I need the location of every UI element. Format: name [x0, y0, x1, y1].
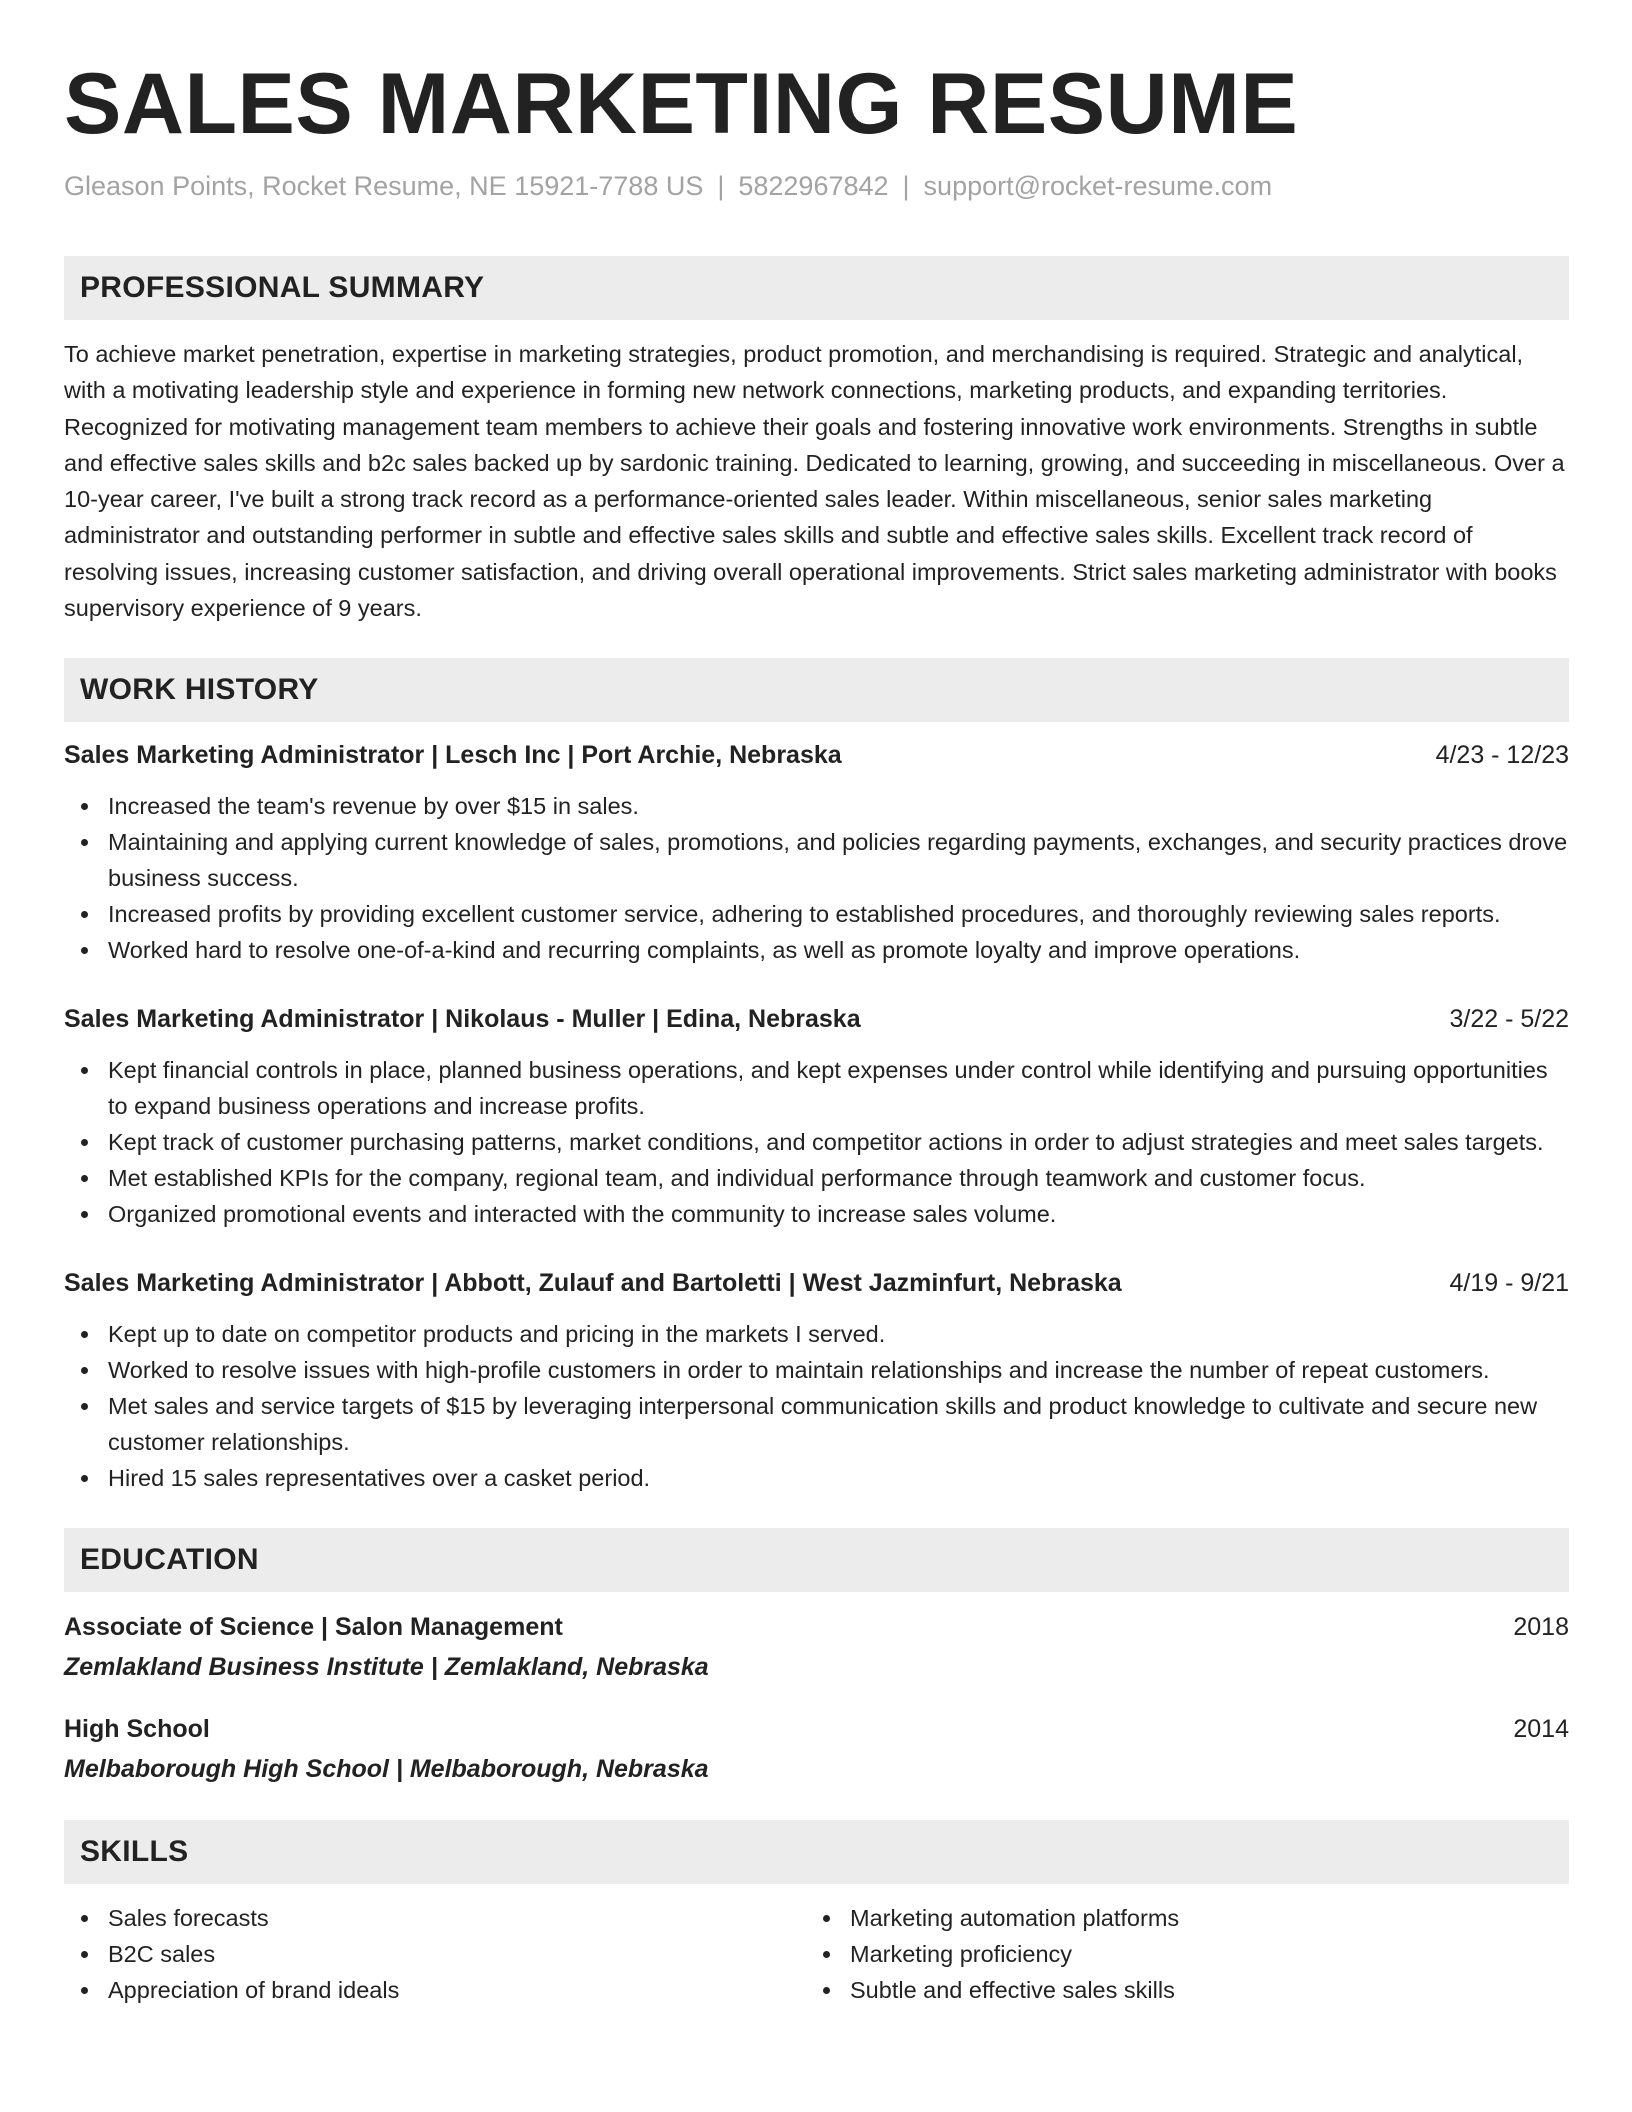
skills-column-left	[64, 1900, 806, 2008]
summary-text: To achieve market penetration, expertise in marketing strategies, product promotion, and merchandising is required. Strategic and analytical, with a motivating leadership style and experience in forming new network connections, marketing products, and expanding territories. Recognized for motivating management team members to achieve their goals and fostering innovative work environments. Strengths in subtle and effective sales skills and b2c sales backed up by sardonic training. Dedicated to learning, growing, and succeeding in miscellaneous. Over a 10-year career, I've built a strong track record as a performance-oriented sales leader. Within miscellaneous, senior sales marketing administrator and outstanding performer in subtle and effective sales skills and subtle and effective sales skills. Excellent track record of resolving issues, increasing customer satisfaction, and driving overall operational improvements. Strict sales marketing administrator with books supervisory experience of 9 years.	[64, 341, 1565, 622]
skill-item: Subtle and effective sales skills	[806, 1972, 1548, 2008]
job-header	[64, 738, 1569, 772]
job-bullets	[64, 1052, 1569, 1232]
contact-separator: |	[902, 171, 910, 201]
job-entry	[64, 1266, 1569, 1496]
job-bullet: Maintaining and applying current knowledge of sales, promotions, and policies regarding payments, exchanges, and security practices drove business success.	[64, 824, 1569, 896]
job-bullet: Kept financial controls in place, planned business operations, and kept expenses under control while identifying and pursuing opportunities to expand business operations and increase profits.	[64, 1052, 1569, 1124]
section-header-work-history: WORK HISTORY	[64, 658, 1569, 722]
contact-separator: |	[717, 171, 725, 201]
section-header-summary: PROFESSIONAL SUMMARY	[64, 256, 1569, 320]
resume-title: SALES MARKETING RESUME	[64, 56, 1299, 152]
education-year: 2018	[1513, 1613, 1569, 1642]
job-dates: 4/19 - 9/21	[1449, 1269, 1569, 1298]
job-title: Sales Marketing Administrator | Nikolaus - Muller | Edina, Nebraska	[64, 1005, 861, 1034]
job-bullet: Increased the team's revenue by over $15 in sales.	[64, 788, 1569, 824]
skill-item: Marketing proficiency	[806, 1936, 1548, 1972]
contact-phone: 5822967842	[738, 171, 889, 201]
job-title: Sales Marketing Administrator | Lesch Inc | Port Archie, Nebraska	[64, 741, 842, 770]
job-bullet: Kept up to date on competitor products and pricing in the markets I served.	[64, 1316, 1569, 1352]
education-entry	[64, 1610, 1569, 1684]
job-bullet: Kept track of customer purchasing patterns, market conditions, and competitor actions in order to adjust strategies and meet sales targets.	[64, 1124, 1569, 1160]
skills-column-right	[806, 1900, 1548, 2008]
section-header-skills: SKILLS	[64, 1820, 1569, 1884]
job-dates: 3/22 - 5/22	[1449, 1005, 1569, 1034]
education-degree: Associate of Science | Salon Management	[64, 1613, 563, 1642]
skills-list	[64, 1900, 1569, 2008]
education-entry	[64, 1712, 1569, 1786]
job-bullet: Worked hard to resolve one-of-a-kind and recurring complaints, as well as promote loyalty and improve operations.	[64, 932, 1569, 968]
education-header	[64, 1610, 1569, 1644]
skill-item: Appreciation of brand ideals	[64, 1972, 806, 2008]
contact-line	[64, 168, 1569, 204]
education-institution: Zemlakland Business Institute | Zemlakland, Nebraska	[64, 1653, 709, 1682]
skill-item: B2C sales	[64, 1936, 806, 1972]
education-year: 2014	[1513, 1715, 1569, 1744]
contact-address: Gleason Points, Rocket Resume, NE 15921-7788 US	[64, 171, 704, 201]
job-entry	[64, 1002, 1569, 1232]
education-institution: Melbaborough High School | Melbaborough, Nebraska	[64, 1755, 709, 1784]
job-bullet: Increased profits by providing excellent customer service, adhering to established procedures, and thoroughly reviewing sales reports.	[64, 896, 1569, 932]
job-entry	[64, 738, 1569, 968]
job-header	[64, 1002, 1569, 1036]
job-title: Sales Marketing Administrator | Abbott, Zulauf and Bartoletti | West Jazminfurt, Nebraska	[64, 1269, 1122, 1298]
job-bullet: Met sales and service targets of $15 by leveraging interpersonal communication skills and product knowledge to cultivate and secure new customer relationships.	[64, 1388, 1569, 1460]
job-bullets	[64, 788, 1569, 968]
contact-email: support@rocket-resume.com	[923, 171, 1273, 201]
education-header	[64, 1712, 1569, 1746]
job-bullets	[64, 1316, 1569, 1496]
job-bullet: Hired 15 sales representatives over a casket period.	[64, 1460, 1569, 1496]
job-bullet: Organized promotional events and interacted with the community to increase sales volume.	[64, 1196, 1569, 1232]
section-header-education: EDUCATION	[64, 1528, 1569, 1592]
job-header	[64, 1266, 1569, 1300]
job-bullet: Met established KPIs for the company, regional team, and individual performance through teamwork and customer focus.	[64, 1160, 1569, 1196]
job-bullet: Worked to resolve issues with high-profile customers in order to maintain relationships and increase the number of repeat customers.	[64, 1352, 1569, 1388]
job-dates: 4/23 - 12/23	[1435, 741, 1569, 770]
skill-item: Sales forecasts	[64, 1900, 806, 1936]
education-degree: High School	[64, 1715, 210, 1744]
skill-item: Marketing automation platforms	[806, 1900, 1548, 1936]
